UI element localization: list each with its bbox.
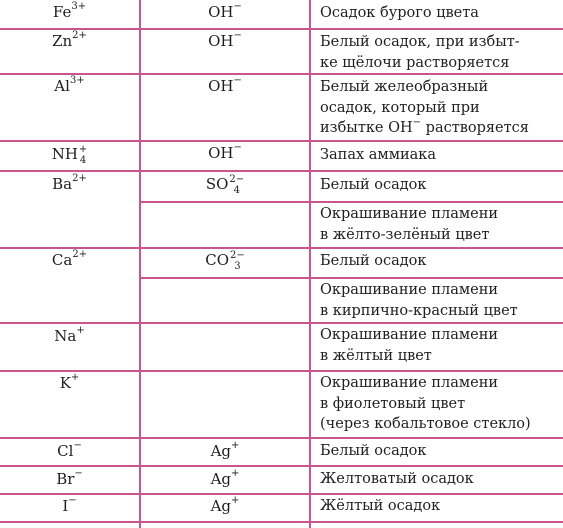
cation-cell [0,326,139,347]
cation-cell [0,2,139,23]
anion-symbol: I [62,497,69,515]
anion-charge: − [73,440,82,451]
observation-line [320,118,560,139]
observation-cell [320,3,560,24]
reagent-charge: + [231,440,240,451]
reagent-subscript: 3 [234,261,241,272]
observation-text: Белый осадок [320,253,427,269]
reagent-symbol: OH [208,77,234,95]
observation-cell [320,204,560,245]
reagent-index-group [230,250,245,272]
observation-line: Окрашивание пламени [320,206,499,222]
reagent-cell [141,2,309,23]
observation-cell [320,145,560,166]
row-divider [0,370,563,372]
observation-line: (через кобальтовое стекло) [320,416,531,432]
reagent-symbol: SO [205,175,229,193]
cation-charge: 3+ [69,75,85,86]
observation-line: Белый желеобразный [320,79,489,95]
reagent-cell [141,496,309,517]
cation-charge: + [78,144,88,155]
cation-charge: + [76,325,85,336]
observation-text: Запах аммиака [320,147,436,163]
cation-cell [0,174,139,195]
reagent-cell [141,250,309,272]
cation-cell [0,496,139,517]
reagent-cell [141,174,309,196]
observation-cell [320,469,560,490]
reagent-charge: − [233,142,242,153]
cation-charge: 3+ [71,1,87,12]
observation-cell [320,77,560,139]
observation-line: ке щёлочи растворяется [320,54,510,71]
reagent-index-group [229,174,244,196]
observation-line: в жёлтый цвет [320,347,432,364]
cation-cell [0,441,139,462]
observation-charge: − [412,117,422,128]
cation-cell [0,250,139,271]
observation-cell [320,175,560,196]
row-divider [0,170,563,172]
observation-line: Окрашивание пламени [320,375,499,391]
reagent-symbol: Ag [210,497,232,515]
cation-symbol: Fe [52,3,72,21]
observation-line: Окрашивание пламени [320,282,499,298]
cation-cell [0,469,139,490]
cation-symbol: Ca [51,251,73,269]
reagent-cell [141,441,309,462]
row-divider [0,521,563,523]
cation-cell [0,76,139,97]
cation-charge: 2+ [72,173,87,184]
reagent-charge: − [233,30,242,41]
observation-text: Жёлтый осадок [320,498,441,514]
reagent-charge: 2− [230,250,245,261]
cation-charge: 2+ [72,30,87,41]
anion-symbol: Cl [57,442,74,460]
cation-charge: 2+ [72,249,88,260]
observation-cell [320,373,560,435]
observation-cell [320,280,560,321]
reagent-charge: − [233,1,242,12]
observation-line: Окрашивание пламени [320,327,499,343]
cation-cell [0,373,139,394]
reagent-cell [141,76,309,97]
cation-symbol: NH [51,145,78,163]
reagent-charge: 2− [229,174,245,185]
cation-cell [0,31,139,52]
observation-line: в фиолетовый цвет [320,395,466,412]
reagent-cell [141,469,309,490]
observation-cell [320,496,560,517]
observation-line: Белый осадок, при избыт- [320,34,520,50]
reagent-symbol: CO [205,251,230,269]
reagent-subscript: 4 [233,185,240,196]
anion-symbol: Br [56,470,75,488]
cation-cell [0,144,139,166]
reagent-symbol: OH [208,144,234,162]
observation-line: в жёлто-зелёный цвет [320,226,490,243]
cation-charge: + [70,372,80,383]
row-divider [139,201,563,203]
observation-text: Желтоватый осадок [320,471,474,487]
anion-charge: − [68,495,77,506]
cation-symbol: Zn [52,32,73,50]
observation-fragment: растворяется [425,120,529,136]
row-divider [0,437,563,439]
reagent-charge: + [231,495,240,506]
column-divider-2 [309,0,311,528]
cation-symbol: Al [54,77,70,95]
reagent-symbol: OH [208,3,234,21]
row-divider [0,322,563,324]
reagent-cell [141,31,309,52]
observation-cell [320,32,560,73]
observation-cell [320,441,560,462]
cation-symbol: Na [54,327,77,345]
row-divider [0,465,563,467]
observation-line: осадок, который при [320,99,480,116]
observation-cell [320,325,560,366]
cation-subscript: 4 [79,155,87,166]
reagent-symbol: Ag [210,442,232,460]
anion-charge: − [74,468,83,479]
row-divider [0,140,563,142]
row-divider [139,277,563,279]
reagent-charge: − [233,75,242,86]
cation-index-group [79,144,87,166]
cation-symbol: Ba [52,175,73,193]
cation-symbol: K [59,374,71,392]
observation-text: Белый осадок [320,177,427,193]
observation-fragment: избытке OH [320,120,413,136]
observation-text: Белый осадок [320,443,427,459]
observation-line: в кирпично-красный цвет [320,302,518,319]
row-divider [0,493,563,495]
observation-cell [320,251,560,272]
reagent-cell [141,143,309,164]
reagent-symbol: OH [208,32,234,50]
reagent-symbol: Ag [210,470,232,488]
observation-text: Осадок бурого цвета [320,5,479,21]
reagent-charge: + [231,468,240,479]
